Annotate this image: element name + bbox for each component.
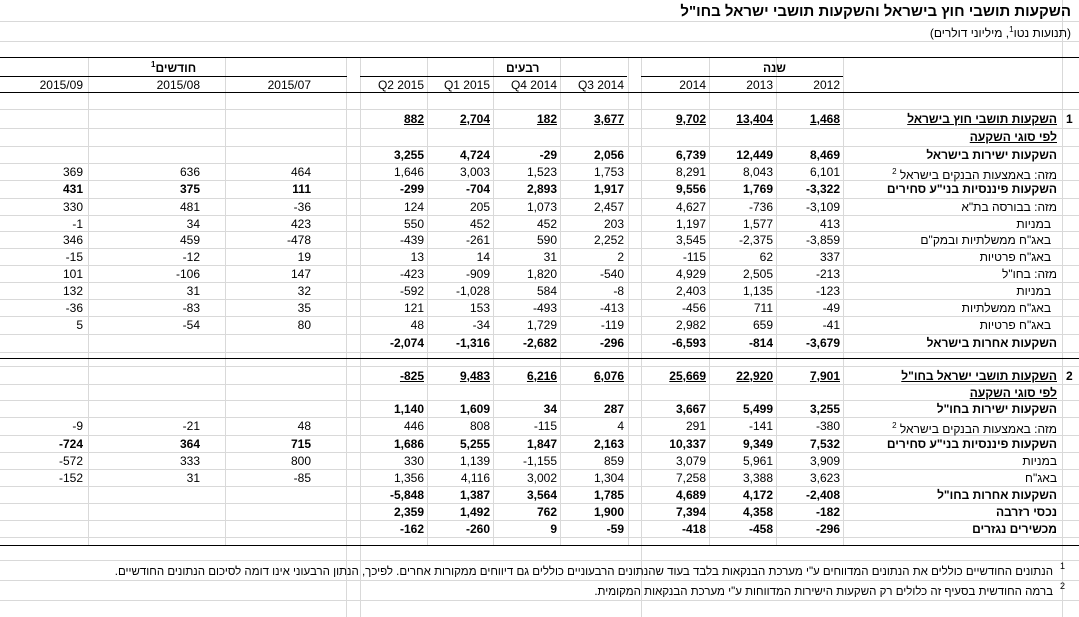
table-cell: 205 xyxy=(469,200,490,214)
table-cell: -1,028 xyxy=(455,284,490,298)
footnote-number: 2 xyxy=(1060,581,1066,591)
row-label: במניות xyxy=(1016,284,1051,298)
table-cell: 550 xyxy=(403,217,424,231)
table-cell: -423 xyxy=(399,267,424,281)
table-cell: -458 xyxy=(748,522,773,536)
page-title: השקעות תושבי חוץ בישראל והשקעות תושבי ישראל בחו"ל xyxy=(680,3,1071,20)
table-cell: -493 xyxy=(532,301,557,315)
table-cell: -909 xyxy=(465,267,490,281)
table-cell: 8,469 xyxy=(809,148,840,162)
table-cell: 1,523 xyxy=(526,165,557,179)
table-cell: 659 xyxy=(752,318,773,332)
row-label: לפי סוגי השקעה xyxy=(969,386,1057,400)
table-cell: -21 xyxy=(182,419,200,433)
table-cell: -59 xyxy=(606,522,624,536)
table-cell: -9 xyxy=(72,419,83,433)
table-cell: 882 xyxy=(403,112,424,126)
row-label: באג"ח פרטיות xyxy=(979,318,1051,332)
table-cell: 369 xyxy=(62,165,83,179)
table-cell: 5,255 xyxy=(459,437,490,451)
column-header: Q3 2014 xyxy=(577,78,624,92)
row-label: השקעות אחרות בחו"ל xyxy=(937,488,1057,502)
table-cell: -115 xyxy=(682,250,706,264)
table-cell: -439 xyxy=(399,233,424,247)
table-cell: -1 xyxy=(72,217,83,231)
table-cell: -162 xyxy=(399,522,424,536)
table-cell: -6,593 xyxy=(671,336,706,350)
table-cell: 4,689 xyxy=(675,488,706,502)
row-label: השקעות תושבי חוץ בישראל xyxy=(907,112,1057,126)
footnote-text: הנתונים החודשיים כוללים את הנתונים המדווחים ע"י מערכת הבנקאות בלבד בעוד שהנתונים הרבעוניים כוללים גם דיווחים ממקורות אחרים. לפיכך, הנתון הרבעוני אינו דומה לסיכום הנתונים החודשיים. xyxy=(114,566,1053,578)
table-cell: -736 xyxy=(748,200,773,214)
table-cell: 9,702 xyxy=(675,112,706,126)
row-label: השקעות פיננסיות בני"ע סחירים xyxy=(886,182,1057,196)
table-cell: 3,909 xyxy=(809,454,840,468)
table-cell: -41 xyxy=(822,318,840,332)
table-cell: 452 xyxy=(536,217,557,231)
table-cell: 1,135 xyxy=(742,284,773,298)
table-cell: -85 xyxy=(293,471,311,485)
row-label: נכסי רזרבה xyxy=(995,505,1057,519)
table-cell: -182 xyxy=(815,505,840,519)
table-cell: 1,356 xyxy=(393,471,424,485)
table-cell: 6,739 xyxy=(675,148,706,162)
table-cell: 1,900 xyxy=(593,505,624,519)
table-cell: 48 xyxy=(410,318,424,332)
column-header: Q1 2015 xyxy=(443,78,490,92)
table-cell: -456 xyxy=(681,301,706,315)
table-cell: 121 xyxy=(403,301,424,315)
table-cell: 7,901 xyxy=(809,369,840,383)
table-cell: 287 xyxy=(603,402,624,416)
table-cell: 1,492 xyxy=(459,505,490,519)
table-cell: 4,358 xyxy=(742,505,773,519)
table-cell: 4,172 xyxy=(742,488,773,502)
group-header-annual: שנה xyxy=(763,61,786,75)
table-cell: 9,556 xyxy=(675,182,706,196)
table-cell: 10,337 xyxy=(669,437,706,451)
table-cell: 3,623 xyxy=(809,471,840,485)
table-cell: 3,667 xyxy=(675,402,706,416)
table-cell: 481 xyxy=(179,200,200,214)
table-cell: 333 xyxy=(179,454,200,468)
table-cell: 62 xyxy=(759,250,773,264)
table-cell: 1,646 xyxy=(393,165,424,179)
table-cell: -115 xyxy=(533,419,557,433)
table-cell: 2 xyxy=(617,250,624,264)
table-cell: 3,255 xyxy=(393,148,424,162)
table-cell: 636 xyxy=(179,165,200,179)
table-cell: 2,056 xyxy=(593,148,624,162)
table-cell: -123 xyxy=(815,284,840,298)
table-cell: -3,109 xyxy=(805,200,840,214)
table-cell: 19 xyxy=(297,250,311,264)
table-cell: 13 xyxy=(410,250,424,264)
column-header: 2014 xyxy=(679,78,706,92)
table-cell: 3,003 xyxy=(459,165,490,179)
table-cell: -2,408 xyxy=(805,488,840,502)
table-cell: 80 xyxy=(297,318,311,332)
table-cell: -418 xyxy=(681,522,706,536)
table-cell: 9,483 xyxy=(459,369,490,383)
section-number: 1 xyxy=(1066,112,1073,126)
table-cell: 4,724 xyxy=(459,148,490,162)
table-cell: 3,677 xyxy=(593,112,624,126)
table-cell: 6,101 xyxy=(809,165,840,179)
table-cell: -2,682 xyxy=(522,336,557,350)
table-cell: 446 xyxy=(403,419,424,433)
row-label: במניות xyxy=(1016,217,1051,231)
table-cell: 8,043 xyxy=(742,165,773,179)
table-cell: 464 xyxy=(290,165,311,179)
table-cell: 7,258 xyxy=(675,471,706,485)
table-cell: 423 xyxy=(290,217,311,231)
table-cell: 1,729 xyxy=(526,318,557,332)
row-label: מזה: בבורסה בת"א xyxy=(961,200,1057,214)
table-cell: 3,388 xyxy=(742,471,773,485)
row-label: מכשירים נגזרים xyxy=(972,522,1057,536)
table-cell: 4,627 xyxy=(675,200,706,214)
table-cell: 364 xyxy=(179,437,200,451)
table-cell: 1,785 xyxy=(593,488,624,502)
table-cell: 859 xyxy=(603,454,624,468)
table-cell: -296 xyxy=(815,522,840,536)
table-cell: 459 xyxy=(179,233,200,247)
table-cell: -296 xyxy=(599,336,624,350)
table-cell: -12 xyxy=(182,250,200,264)
table-cell: 5,499 xyxy=(742,402,773,416)
section-number: 2 xyxy=(1066,369,1073,383)
row-label: במניות xyxy=(1022,454,1057,468)
table-cell: 3,564 xyxy=(526,488,557,502)
table-cell: -260 xyxy=(465,522,490,536)
table-cell: -8 xyxy=(613,284,624,298)
column-header: Q4 2014 xyxy=(510,78,557,92)
table-cell: 1,847 xyxy=(526,437,557,451)
row-label: השקעות אחרות בישראל xyxy=(926,336,1057,350)
table-cell: 330 xyxy=(403,454,424,468)
table-cell: 2,704 xyxy=(459,112,490,126)
table-cell: 48 xyxy=(297,419,311,433)
table-cell: 4,929 xyxy=(675,267,706,281)
table-cell: -814 xyxy=(748,336,773,350)
table-cell: 6,076 xyxy=(593,369,624,383)
table-cell: 1,139 xyxy=(459,454,490,468)
table-cell: 9 xyxy=(550,522,557,536)
table-cell: -478 xyxy=(286,233,311,247)
table-cell: 3,255 xyxy=(809,402,840,416)
row-label: השקעות תושבי ישראל בחו"ל xyxy=(901,369,1057,383)
table-cell: -29 xyxy=(539,148,557,162)
table-cell: 2,982 xyxy=(675,318,706,332)
column-header: 2015/07 xyxy=(267,78,311,92)
table-cell: 2,893 xyxy=(526,182,557,196)
table-cell: 337 xyxy=(819,250,840,264)
table-cell: 22,920 xyxy=(736,369,773,383)
table-cell: -152 xyxy=(58,471,83,485)
table-cell: 31 xyxy=(186,471,200,485)
table-cell: 12,449 xyxy=(736,148,773,162)
table-cell: 1,820 xyxy=(526,267,557,281)
table-cell: 711 xyxy=(753,301,773,315)
table-cell: 1,753 xyxy=(593,165,624,179)
row-label: באג"ח ממשלתיות ובמק"ם xyxy=(920,233,1051,247)
row-label: באג"ח ממשלתיות xyxy=(961,301,1051,315)
table-cell: 101 xyxy=(62,267,83,281)
table-cell: 182 xyxy=(536,112,557,126)
table-cell: -5,848 xyxy=(389,488,424,502)
table-cell: 1,769 xyxy=(742,182,773,196)
table-cell: 1,387 xyxy=(459,488,490,502)
row-label: מזה: באמצעות הבנקים בישראל $^2$ xyxy=(892,167,1057,182)
row-label: השקעות ישירות בישראל xyxy=(926,148,1057,162)
table-cell: 2,457 xyxy=(593,200,624,214)
table-cell: 6,216 xyxy=(526,369,557,383)
column-header: 2015/08 xyxy=(156,78,200,92)
row-label: מזה: באמצעות הבנקים בישראל $^2$ xyxy=(892,421,1057,436)
table-cell: 762 xyxy=(536,505,557,519)
table-cell: -380 xyxy=(815,419,840,433)
table-cell: -592 xyxy=(399,284,424,298)
table-cell: -261 xyxy=(465,233,490,247)
table-cell: -2,074 xyxy=(389,336,424,350)
table-cell: 203 xyxy=(603,217,624,231)
table-cell: -3,679 xyxy=(805,336,840,350)
footnote-number: 1 xyxy=(1060,561,1066,571)
table-cell: 452 xyxy=(469,217,490,231)
table-cell: 34 xyxy=(543,402,557,416)
table-cell: 147 xyxy=(290,267,311,281)
table-cell: 2,505 xyxy=(742,267,773,281)
table-cell: 4 xyxy=(617,419,624,433)
table-cell: 1,304 xyxy=(593,471,624,485)
table-cell: -724 xyxy=(58,437,83,451)
table-cell: 1,609 xyxy=(459,402,490,416)
table-cell: -49 xyxy=(822,301,840,315)
group-header-quarterly: רבעים xyxy=(506,61,540,75)
table-cell: 2,359 xyxy=(393,505,424,519)
table-cell: 2,403 xyxy=(675,284,706,298)
table-cell: 1,917 xyxy=(593,182,624,196)
table-cell: 124 xyxy=(403,200,424,214)
table-cell: 584 xyxy=(536,284,557,298)
table-cell: 808 xyxy=(469,419,490,433)
table-cell: -213 xyxy=(815,267,840,281)
table-cell: 5,961 xyxy=(742,454,773,468)
table-cell: 1,577 xyxy=(742,217,773,231)
table-cell: 31 xyxy=(543,250,557,264)
table-cell: 111 xyxy=(292,182,311,196)
table-cell: 13,404 xyxy=(736,112,773,126)
row-label: באג"ח פרטיות xyxy=(979,250,1051,264)
table-cell: 8,291 xyxy=(675,165,706,179)
table-cell: -34 xyxy=(472,318,490,332)
footnote-text: ברמה החודשית בסעיף זה כלולים רק השקעות הישירות המדווחות ע"י מערכת הבנקאות המקומית. xyxy=(594,586,1053,598)
table-cell: 431 xyxy=(62,182,83,196)
row-label: השקעות פיננסיות בני"ע סחירים xyxy=(886,437,1057,451)
table-cell: 590 xyxy=(536,233,557,247)
table-cell: 3,079 xyxy=(675,454,706,468)
table-cell: 14 xyxy=(476,250,490,264)
table-cell: 31 xyxy=(186,284,200,298)
table-cell: -704 xyxy=(465,182,490,196)
table-cell: 1,140 xyxy=(393,402,424,416)
table-cell: 132 xyxy=(62,284,83,298)
table-cell: 800 xyxy=(290,454,311,468)
table-cell: 32 xyxy=(297,284,311,298)
table-cell: -106 xyxy=(175,267,200,281)
row-label: באג"ח xyxy=(1025,471,1057,485)
table-cell: 330 xyxy=(62,200,83,214)
table-cell: -2,375 xyxy=(738,233,773,247)
column-header: 2012 xyxy=(813,78,840,92)
table-cell: -119 xyxy=(600,318,624,332)
table-cell: 413 xyxy=(819,217,840,231)
table-cell: 2,163 xyxy=(593,437,624,451)
page-subtitle: (תנועות נטו$^1$, מיליוני דולרים) xyxy=(929,25,1071,40)
table-cell: -540 xyxy=(599,267,624,281)
table-cell: -36 xyxy=(65,301,83,315)
table-cell: -299 xyxy=(399,182,424,196)
table-cell: -1,155 xyxy=(522,454,557,468)
table-cell: 3,002 xyxy=(526,471,557,485)
table-cell: -15 xyxy=(65,250,83,264)
table-cell: -54 xyxy=(182,318,200,332)
table-cell: 2,252 xyxy=(593,233,624,247)
table-cell: -141 xyxy=(748,419,773,433)
table-cell: -36 xyxy=(293,200,311,214)
table-cell: 35 xyxy=(297,301,311,315)
table-cell: 5 xyxy=(76,318,83,332)
column-header: Q2 2015 xyxy=(377,78,424,92)
table-cell: -1,316 xyxy=(455,336,490,350)
table-cell: -572 xyxy=(58,454,83,468)
table-cell: 1,197 xyxy=(675,217,706,231)
table-cell: -825 xyxy=(399,369,424,383)
table-cell: -83 xyxy=(182,301,200,315)
group-header-monthly: $^1$חודשים xyxy=(151,60,197,75)
row-label: השקעות ישירות בחו"ל xyxy=(936,402,1057,416)
table-cell: 375 xyxy=(179,182,200,196)
table-cell: 7,394 xyxy=(675,505,706,519)
table-cell: -3,322 xyxy=(805,182,840,196)
table-cell: 9,349 xyxy=(742,437,773,451)
table-cell: 3,545 xyxy=(675,233,706,247)
table-cell: 4,116 xyxy=(460,471,490,485)
table-cell: -3,859 xyxy=(805,233,840,247)
table-cell: 153 xyxy=(469,301,490,315)
row-label: מזה: בחו"ל xyxy=(1002,267,1057,281)
row-label: לפי סוגי השקעה xyxy=(969,130,1057,144)
table-cell: 715 xyxy=(290,437,311,451)
column-header: 2015/09 xyxy=(39,78,83,92)
table-cell: 25,669 xyxy=(669,369,706,383)
table-cell: 346 xyxy=(62,233,83,247)
table-cell: 1,073 xyxy=(526,200,557,214)
table-cell: 1,468 xyxy=(809,112,840,126)
column-header: 2013 xyxy=(746,78,773,92)
table-cell: -413 xyxy=(599,301,624,315)
table-cell: 7,532 xyxy=(809,437,840,451)
table-cell: 291 xyxy=(685,419,706,433)
table-cell: 1,686 xyxy=(393,437,424,451)
table-cell: 34 xyxy=(186,217,200,231)
